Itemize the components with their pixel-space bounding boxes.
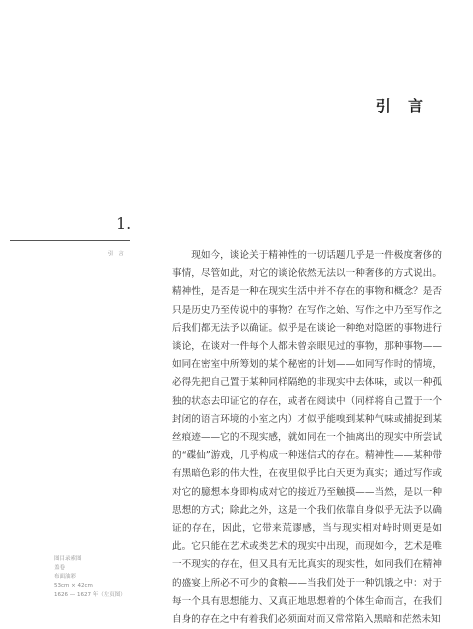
caption-line: 53cm × 42cm bbox=[54, 583, 93, 589]
section-label: 引 言 bbox=[108, 251, 126, 257]
body-paragraph: 现如今，谈论关于精神性的一切话题几乎是一件极度奢侈的事情，尽管如此，对它的谈论依然无法以一种奢侈的方式说出。精神性，是否是一种在现实生活中并不存在的事物和概念？是否只是历史乃至传说中的事物？在写作之始、写作之中乃至写作之后我们都无法予以确证。似乎是在谈论一种绝对隐匿的事物进行谈论，在谈对一件每个人都未曾亲眼见过的事物，那种事物——如同在密室中所筹划的某个秘密的计划——如同写作时的情境，必得先把自己置于某种同样隔绝的非现实中去体味，或以一种孤独的状态去印证它的存在，或者在阅读中（同样将自己置于一个封闭的语言环境的小室之内）才似乎能嗅到某种气味或捕捉到某丝痕迹——它的不现实感，就如同在一个抽离出的现实中所尝试的“碟仙”游戏，几乎构成一种迷信式的存在。精神性——某种带有黑暗色彩的伟大性，在夜里似乎比白天更为真实；通过写作或对它的臆想本身即构成对它的接近乃至触摸——当然，是以一种思想的方式；除此之外，这是一个我们依靠自身似乎无法予以确证的存在，因此，它带来荒谬感，当与现实相对峙时则更是如此。它只能在艺术或类艺术的现实中出现，而现如今，艺术是唯一不现实的存在，但又具有无比真实的现实性，如同我们在精神的盛宴上所必不可少的食粮——当我们处于一种饥饿之中：对于每一个具有思想能力、又真正地思想着的个体生命而言，在我们自身的存在之中有着我们必须面对而又常常陷入黑暗和茫然未知 bbox=[172, 250, 442, 626]
section-number: 1. bbox=[116, 214, 132, 233]
figure-caption bbox=[54, 555, 126, 600]
caption-line: 盖卷 bbox=[54, 565, 66, 571]
section-divider bbox=[10, 240, 130, 241]
caption-line: 布面油彩 bbox=[54, 574, 77, 580]
caption-line: 1626 — 1627 年（左页图） bbox=[54, 592, 126, 598]
chapter-title: 引 言 bbox=[375, 97, 429, 115]
caption-line: 图目录索图 bbox=[54, 556, 82, 562]
